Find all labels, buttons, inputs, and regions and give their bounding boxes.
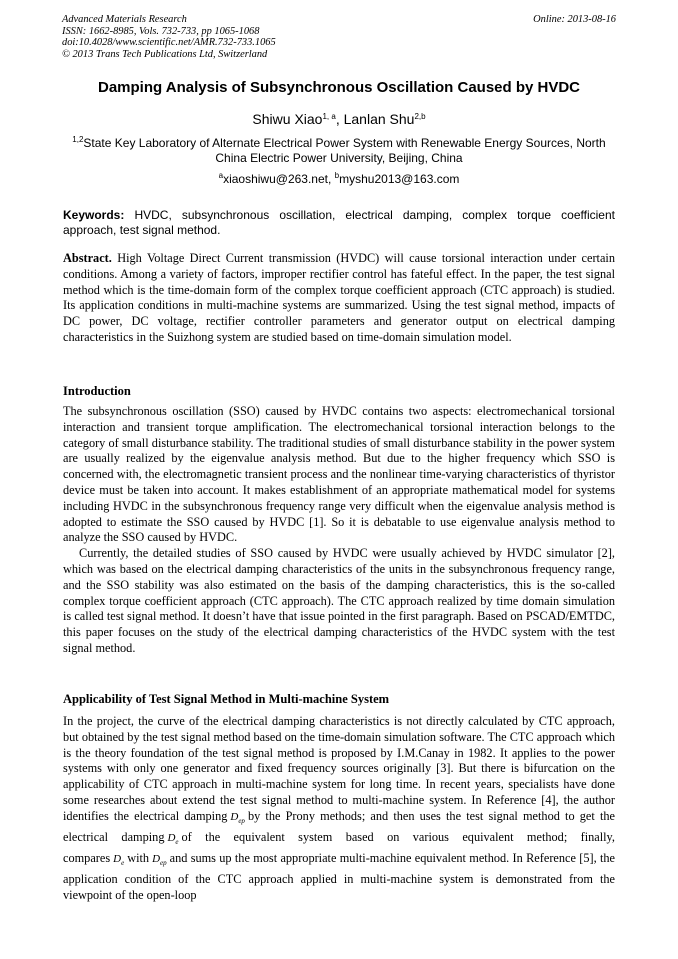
intro-paragraph-2: Currently, the detailed studies of SSO caused by HVDC were usually achieved by HVDC simulator [2], which was based on the electrical damping characteristics of the units in the subsynchronous frequency range, and the SSO stability was also estimated on the basis of the damping characteristics, this is the so-called complex torque coefficient approach (CTC approach). The CTC approach realized by time domain simulation is called test signal method. It doesn’t have that issue pointed in the first paragraph. Based on PSCAD/EMTDC, this paper focuses on the study of the electrical damping characteristics of the HVDC system with the test signal method. [63, 546, 615, 655]
author-2-affil-mark: 2,b [414, 112, 426, 121]
doi-line: doi:10.4028/www.scientific.net/AMR.732-733.1065 [62, 37, 276, 49]
intro-paragraph-1: The subsynchronous oscillation (SSO) caused by HVDC contains two aspects: electromechanical torsional interaction and transient torque amplification. The electromechanical torsional interaction belongs to the category of small disturbance stability. The traditional studies of small disturbance stability in the power system are usually realized by the eigenvalue analysis method. But due to the higher frequency which SSO is concerned with, the electromagnetic transient process and the nonlinear time-varying characteristics of thyristor device must be taken into account. It makes establishment of an appropriate mathematical model for systems including HVDC in the subsynchronous frequency range very difficult when the eigenvalue analysis method is adopted to estimate the SSO caused by HVDC [1]. So it is debatable to use eigenvalue analysis method to analyze the SSO caused by HVDC. [63, 404, 615, 545]
author-separator: , [335, 111, 344, 127]
keywords-label: Keywords: [63, 208, 125, 222]
s2-text-5: and sums up the most appropriate multi-machine equivalent method. In Reference [5], the application condition of the CTC approach applied in multi-machine system is demonstrated from the viewpoint of the open-loop [63, 850, 615, 902]
author-1-affil-mark: 1, a [322, 112, 336, 121]
section-2-heading: Applicability of Test Signal Method in Multi-machine System [63, 692, 390, 706]
keywords-text: HVDC, subsynchronous oscillation, electrical damping, complex torque coefficient approach, test signal method. [63, 208, 615, 237]
symbol-de-2: $D_e$ [113, 852, 125, 867]
email-a-mark: a [218, 171, 224, 180]
email-b: myshu2013@163.com [339, 172, 460, 186]
s2-text-2: by the Prony methods; and then uses the test signal method to get the electrical damping [63, 808, 615, 844]
email-b-mark: b [334, 171, 340, 180]
affiliation-mark: 1,2 [72, 135, 84, 144]
author-1: Shiwu Xiao [252, 111, 323, 127]
affiliation [62, 136, 616, 166]
keywords [63, 208, 615, 238]
author-list [40, 111, 638, 127]
symbol-de: $D_e$ [167, 831, 179, 846]
affiliation-text: State Key Laboratory of Alternate Electrical Power System with Renewable Energy Sources, North China Electric Power University, Beijing, China [83, 136, 606, 165]
section-2-body [63, 714, 615, 903]
email-a: xiaoshiwu@263.net [223, 172, 328, 186]
journal-header [62, 14, 276, 60]
abstract-label: Abstract. [63, 251, 112, 265]
copyright-line: © 2013 Trans Tech Publications Ltd, Switzerland [62, 48, 268, 60]
author-emails [40, 172, 638, 186]
issn-line: ISSN: 1662-8985, Vols. 732-733, pp 1065-1068 [62, 25, 260, 37]
online-date: Online: 2013-08-16 [533, 14, 616, 25]
abstract-text: High Voltage Direct Current transmission (HVDC) will cause torsional interaction under certain conditions. Among a variety of factors, improper rectifier control has fateful effect. In the paper, the test signal method which is the time-domain form of the complex torque coefficient approach (CTC approach) is studied. Its application conditions in multi-machine systems are summarized. Using the test signal method, impacts of DC power, DC voltage, rectifier controller parameters and generator output on electrical damping characteristics in the Suizhong system are studied based on time-domain simulation model. [63, 251, 615, 344]
abstract [63, 251, 615, 346]
email-separator: , [328, 172, 335, 186]
journal-name: Advanced Materials Research [62, 14, 187, 25]
s2-text-1: In the project, the curve of the electrical damping characteristics is not directly calculated by CTC approach, but obtained by the test signal method based on the time-domain simulation software. The CTC approach which is the theory foundation of the test signal method is proposed by I.M.Canay in 1982. It applies to the power systems with only one generator and fixed frequency sources originally [3]. But there is bifurcation on the applicability of CTC approach in multi-machine system for long time. In recent years, specialists have done some researches about extend the test signal method to multi-machine system. In Reference [4], the author identifies the electrical damping [63, 714, 615, 823]
s2-text-4: with [127, 850, 150, 865]
introduction-body [63, 404, 615, 657]
section-2-paragraph [63, 714, 615, 903]
s2-text-3: of the equivalent system based on various equivalent method; finally, compares [63, 829, 615, 865]
paper-title: Damping Analysis of Subsynchronous Oscillation Caused by HVDC [97, 79, 581, 96]
introduction-heading: Introduction [63, 384, 131, 398]
symbol-dep: $D_{ep}$ [230, 810, 245, 825]
author-2: Lanlan Shu [343, 111, 415, 127]
symbol-dep-2: $D_{ep}$ [152, 852, 167, 867]
